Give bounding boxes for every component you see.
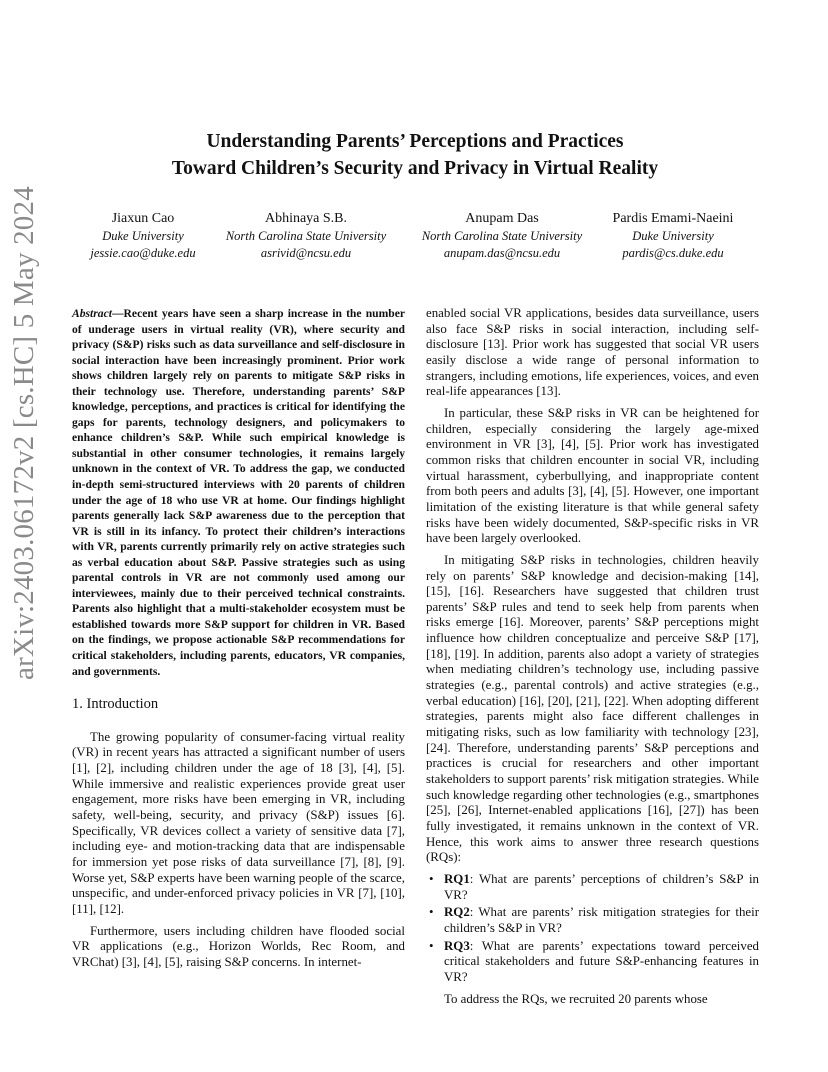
bullet-icon: •: [429, 905, 434, 920]
research-question-list: [426, 872, 759, 986]
list-item: [426, 939, 759, 986]
author-name: Abhinaya S.B.: [264, 211, 348, 226]
author-block: [600, 210, 746, 263]
right-column: [426, 306, 759, 1007]
paragraph: Furthermore, users including children have flooded social VR applications (e.g., Horizon Worlds, Rec Room, and VRChat) [3], [4], [5], raising S&P concerns. In internet-: [72, 923, 405, 969]
author-email: pardis@cs.duke.edu: [622, 246, 724, 260]
abstract-body: —Recent years have seen a sharp increase in the number of underage users in virtual reality (VR), where security and privacy (S&P) risks such as data surveillance and self-disclosure in social interaction have been increasingly prominent. Prior work shows children largely rely on parents to mitigate S&P risks in their technology use. Therefore, understanding parents’ S&P knowledge, perceptions, and practices is critical for identifying the gaps for parents, technology designers, and policymakers to enhance children’s S&P. While such empirical knowledge is substantial in other consumer technologies, it remains largely unknown in the context of VR. To address the gap, we conducted in-depth semi-structured interviews with 20 parents of children under the age of 18 who use VR at home. Our findings highlight parents generally lack S&P awareness due to the perception that VR is still in its infancy. To protect their children’s interactions with VR, parents currently primarily rely on active strategies such as verbal education about S&P. Passive strategies such as using parental controls in VR are not commonly used among our interviewees, mainly due to their perceived technical constraints. Parents also highlight that a multi-stakeholder ecosystem must be established towards more S&P support for children in VR. Based on the findings, we propose actionable S&P recommendations for critical stakeholders, including parents, educators, VR companies, and governments.: [72, 307, 405, 678]
rq-label: RQ1: [444, 871, 470, 886]
arxiv-identifier: arXiv:2403.06172v2 [cs.HC] 5 May 2024: [8, 186, 40, 680]
rq-label: RQ3: [444, 938, 470, 953]
abstract: [72, 306, 405, 679]
paragraph: The growing popularity of consumer-facing virtual reality (VR) in recent years has attracted a significant number of users [1], [2], including children under the age of 18 [3], [4], [5]. While immersive and realistic experiences provide great user engagement, more risks have been emerging in VR, including safety, well-being, security, and privacy (S&P) issues [6]. Specifically, VR devices collect a variety of sensitive data [7], including eye- and motion-tracking data that are indispensable for immersion yet pose risks of data surveillance [7], [8], [9]. Worse yet, S&P experts have been warning people of the scarce, unspecific, and under-enforced privacy policies in VR [7], [10], [11], [12].: [72, 729, 405, 916]
rq-text: : What are parents’ risk mitigation strategies for their children’s S&P in VR?: [444, 905, 759, 935]
author-affiliation: Duke University: [632, 228, 714, 243]
author-block: [68, 210, 218, 263]
rq-text: : What are parents’ perceptions of children’s S&P in VR?: [444, 871, 759, 902]
paragraph: In particular, these S&P risks in VR can be heightened for children, especially considering the largely age-mixed environment in VR [3], [4], [5]. Prior work has investigated common risks that children encounter in social VR, including virtual harassment, cyberbullying, and inappropriate content from both peers and adults [3], [4], [5]. However, one important limitation of the existing literature is that while general safety risks have been widely documented, S&P-specific risks in VR have been largely overlooked.: [426, 405, 759, 546]
author-block: [212, 210, 400, 263]
paper-title: [90, 128, 740, 182]
title-line-1: Understanding Parents’ Perceptions and Practices: [206, 131, 624, 152]
author-affiliation: North Carolina State University: [225, 228, 387, 243]
abstract-label: Abstract: [72, 307, 112, 320]
left-column: [72, 306, 405, 971]
author-email: anupam.das@ncsu.edu: [443, 246, 561, 260]
paragraph: In mitigating S&P risks in technologies, children heavily rely on parents’ S&P knowledge and decision-making [14], [15], [16]. Researchers have suggested that children trust parents’ S&P rules and tend to seek help from parents when risks emerge [16]. Moreover, parents’ S&P perceptions might influence how children conceptualize and perceive S&P [17], [18], [19]. In addition, parents also adopt a variety of strategies when mediating children’s technology use, including passive strategies (e.g., parental controls) and active strategies (e.g., verbal education) [16], [20], [21], [22]. When adopting different strategies, parents might also face different challenges in mitigating risks, such as low familiarity with technology [23], [24]. Therefore, understanding parents’ S&P perceptions and practices is crucial for researchers and other important stakeholders to support parents’ risk mitigation strategies. While such knowledge regarding other technologies (e.g., smartphones [25], [26], Internet-enabled applications [16], [27]) has been fully investigated, it remains unknown in the context of VR. Hence, this work aims to answer three research questions (RQs):: [426, 552, 759, 865]
author-name: Pardis Emami-Naeini: [612, 211, 734, 226]
author-name: Anupam Das: [465, 211, 539, 226]
author-name: Jiaxun Cao: [111, 211, 175, 226]
list-item: [426, 872, 759, 903]
author-email: asrivid@ncsu.edu: [260, 246, 352, 260]
author-affiliation: North Carolina State University: [421, 228, 583, 243]
list-item: [426, 905, 759, 936]
rq-text: : What are parents’ expectations toward perceived critical stakeholders and future S&P-enhancing features in VR?: [444, 938, 759, 984]
author-email: jessie.cao@duke.edu: [90, 246, 196, 260]
author-affiliation: Duke University: [102, 228, 184, 243]
paragraph: enabled social VR applications, besides data surveillance, users also face S&P risks in social interaction, including self-disclosure [13]. Prior work has suggested that social VR users easily disclose a wide range of personal information to strangers, including emotions, life experiences, voices, and even real-life appearances [13].: [426, 306, 759, 399]
author-block: [408, 210, 596, 263]
section-heading: 1. Introduction: [72, 696, 159, 713]
bullet-icon: •: [429, 938, 434, 953]
paragraph: To address the RQs, we recruited 20 parents whose: [444, 991, 708, 1006]
rq-label: RQ2: [444, 905, 470, 920]
bullet-icon: •: [429, 871, 434, 886]
title-line-2: Toward Children’s Security and Privacy in Virtual Reality: [171, 158, 659, 179]
